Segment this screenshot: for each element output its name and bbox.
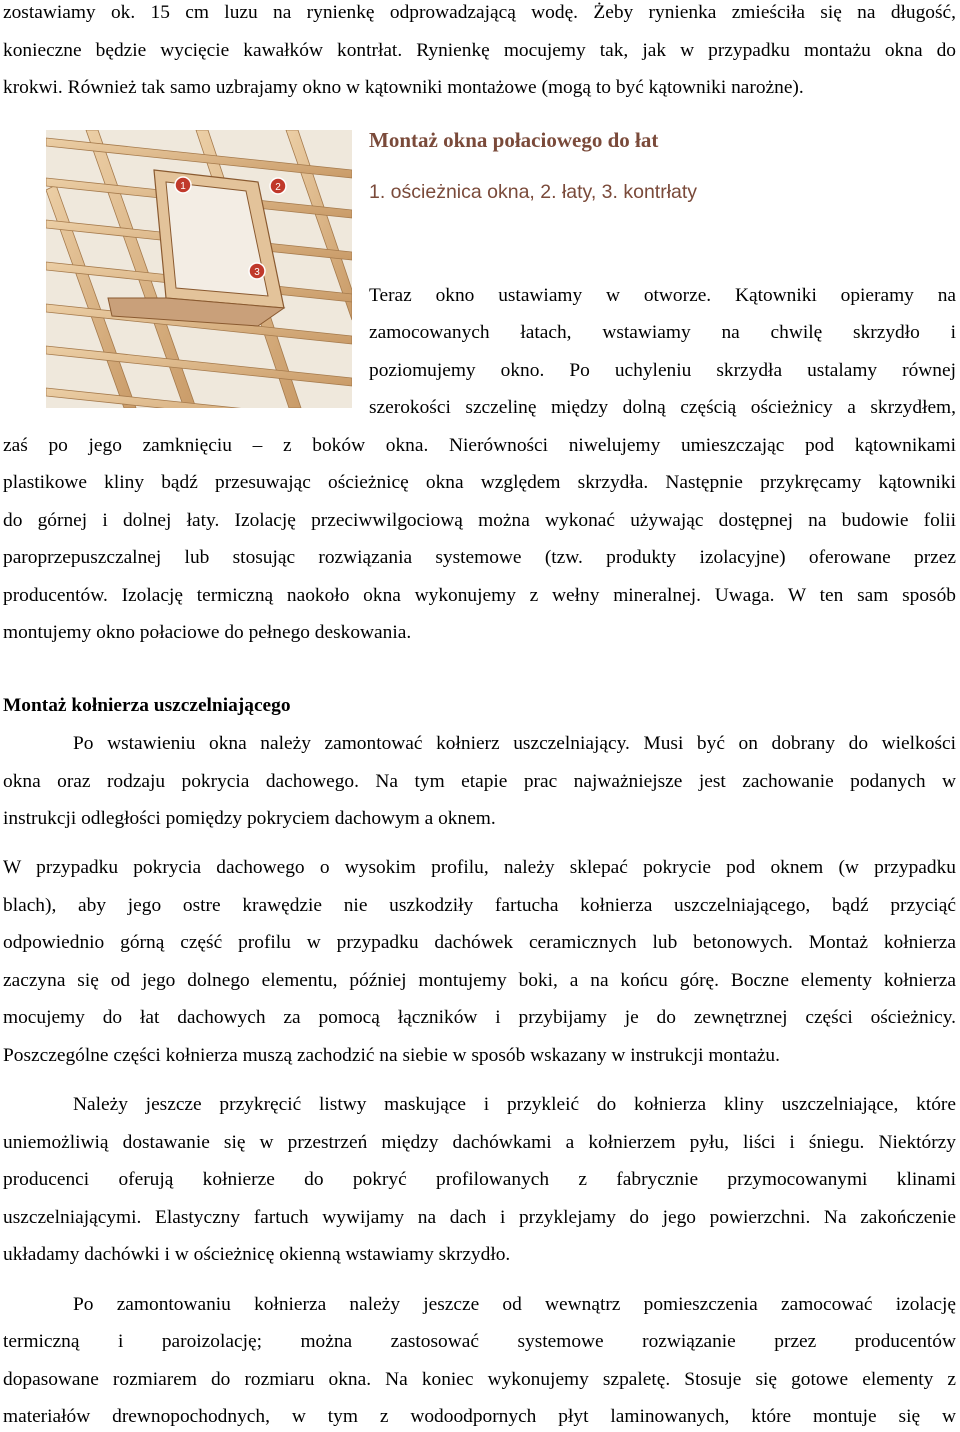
figure-legend: 1. ościeżnica okna, 2. łaty, 3. kontrłaty bbox=[369, 181, 698, 203]
body-line: plastikowe kliny bądź przesuwając ościeżnicę okna względem skrzydła. Następnie przykręcamy kątowniki bbox=[3, 472, 956, 493]
section-heading: Montaż kołnierza uszczelniającego bbox=[3, 695, 291, 716]
para-b-line: blach), aby jego ostre krawędzie nie uszkodziły fartucha kołnierza uszczelniającego, bądź przyciąć bbox=[3, 895, 956, 916]
top-line: zostawiamy ok. 15 cm luzu na rynienkę odprowadzającą wodę. Żeby rynienka zmieściła się na długość, bbox=[3, 2, 956, 23]
para-b-line: zaczyna się od jego dolnego elementu, później montujemy boki, a na końcu górę. Boczne elementy kołnierza bbox=[3, 970, 956, 991]
para-c-line: uszczelniającymi. Elastyczny fartuch wywijamy na dach i przyklejamy do jego powierzchni. Na zakończenie bbox=[3, 1207, 956, 1228]
body-line: zaś po jego zamknięciu – z boków okna. Nierówności niwelujemy umieszczając pod kątownikami bbox=[3, 435, 956, 456]
marker-1 bbox=[175, 177, 191, 193]
figure-title: Montaż okna połaciowego do łat bbox=[369, 128, 659, 152]
para-a-line: okna oraz rodzaju pokrycia dachowego. Na tym etapie prac najważniejsze jest zachowanie podanych w bbox=[3, 771, 956, 792]
roof-window-illustration bbox=[46, 130, 352, 408]
para-d-line: Po zamontowaniu kołnierza należy jeszcze od wewnątrz pomieszczenia zamocować izolację bbox=[73, 1294, 956, 1315]
top-line: krokwi. Również tak samo uzbrajamy okno w kątowniki montażowe (mogą to być kątowniki narożne). bbox=[3, 77, 804, 98]
para-b-line: odpowiednio górną część profilu w przypadku dachówek ceramicznych lub betonowych. Montaż kołnierza bbox=[3, 932, 956, 953]
body-line: do górnej i dolnej łaty. Izolację przeciwwilgociową można wykonać używając dostępnej na budowie folii bbox=[3, 510, 956, 531]
para-d-line: dopasowane rozmiarem do rozmiaru okna. Na koniec wykonujemy szpaletę. Stosuje się gotowe elementy z bbox=[3, 1369, 956, 1390]
top-line: konieczne będzie wycięcie kawałków kontrłat. Rynienkę mocujemy tak, jak w przypadku montażu okna do bbox=[3, 40, 956, 61]
para-c-line: uniemożliwią dostawanie się w przestrzeń między dachówkami a kołnierzem pyłu, liści i śniegu. Niektórzy bbox=[3, 1132, 956, 1153]
para-b-line: W przypadku pokrycia dachowego o wysokim profilu, należy sklepać pokrycie pod oknem (w przypadku bbox=[3, 857, 956, 878]
marker-3 bbox=[249, 263, 265, 279]
para-d-line: termiczną i paroizolację; można zastosować systemowe rozwiązanie przez producentów bbox=[3, 1331, 956, 1352]
para-b-line: mocujemy do łat dachowych za pomocą łączników i przybijamy je do zewnętrznej części ościeżnicy. bbox=[3, 1007, 956, 1028]
svg-text:3: 3 bbox=[254, 267, 260, 278]
svg-text:1: 1 bbox=[180, 181, 186, 192]
side-line: zamocowanych łatach, wstawiamy na chwilę skrzydło i bbox=[369, 322, 956, 343]
body-line: montujemy okno połaciowe do pełnego deskowania. bbox=[3, 622, 412, 643]
side-line: Teraz okno ustawiamy w otworze. Kątowniki opieramy na bbox=[369, 285, 956, 306]
marker-2 bbox=[270, 178, 286, 194]
para-d-line: materiałów drewnopochodnych, w tym z wodoodpornych płyt laminowanych, które montuje się w bbox=[3, 1406, 956, 1427]
svg-text:2: 2 bbox=[275, 182, 281, 193]
side-line: poziomujemy okno. Po uchyleniu skrzydła ustalamy równej bbox=[369, 360, 956, 381]
para-c-line: producenci oferują kołnierze do pokryć profilowanych z fabrycznie przymocowanymi klinami bbox=[3, 1169, 956, 1190]
body-line: paroprzepuszczalnej lub stosując rozwiązania systemowe (tzw. produkty izolacyjne) oferowane przez bbox=[3, 547, 956, 568]
para-c-line: Należy jeszcze przykręcić listwy maskujące i przykleić do kołnierza kliny uszczelniające, które bbox=[73, 1094, 956, 1115]
body-line: producentów. Izolację termiczną naokoło okna wykonujemy z wełny mineralnej. Uwaga. W ten sam sposób bbox=[3, 585, 956, 606]
side-line: szerokości szczelinę między dolną częścią ościeżnicy a skrzydłem, bbox=[369, 397, 956, 418]
para-a-line: instrukcji odległości pomiędzy pokryciem dachowym a oknem. bbox=[3, 808, 496, 829]
para-b-line: Poszczególne części kołnierza muszą zachodzić na siebie w sposób wskazany w instrukcji montażu. bbox=[3, 1045, 780, 1066]
para-c-line: układamy dachówki i w ościeżnicę okienną wstawiamy skrzydło. bbox=[3, 1244, 511, 1265]
para-a-line: Po wstawieniu okna należy zamontować kołnierz uszczelniający. Musi być on dobrany do wielkości bbox=[73, 733, 956, 754]
